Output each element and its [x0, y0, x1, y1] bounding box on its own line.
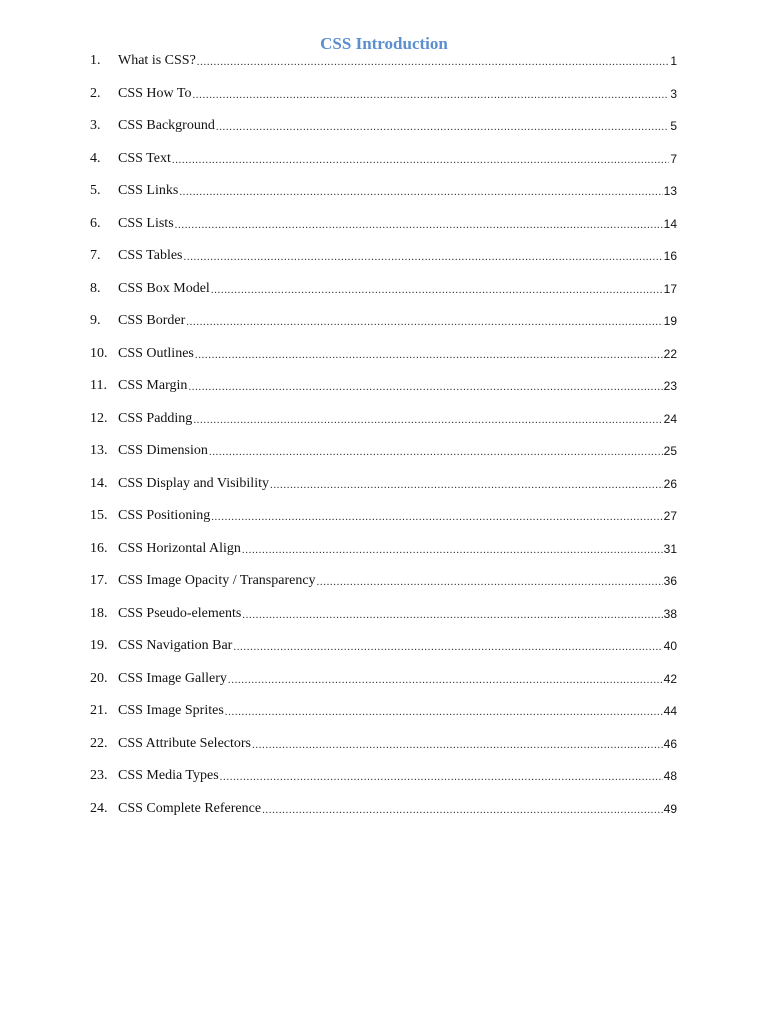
toc-entry-label[interactable]: CSS Image Sprites	[118, 703, 224, 719]
toc-entry[interactable]	[90, 240, 677, 273]
toc-entry-page-number[interactable]: 44	[663, 704, 677, 719]
toc-entry-label[interactable]: CSS Border	[118, 313, 186, 329]
toc-entry-label[interactable]: CSS Navigation Bar	[118, 638, 233, 654]
toc-entry-number: 8.	[90, 280, 101, 296]
toc-dot-leader	[233, 638, 662, 654]
toc-entry-label[interactable]: CSS Complete Reference	[118, 800, 262, 816]
toc-entry-number: 7.	[90, 248, 101, 264]
toc-entry-number: 14.	[90, 475, 108, 491]
toc-entry-label[interactable]: CSS Lists	[118, 215, 174, 231]
toc-entry-label[interactable]: CSS Background	[118, 118, 215, 134]
toc-entry-page-number[interactable]: 1	[670, 54, 677, 69]
toc-entry-page-number[interactable]: 31	[663, 541, 677, 556]
toc-entry-number: 19.	[90, 638, 108, 654]
toc-entry[interactable]	[90, 630, 677, 663]
toc-dot-leader	[242, 541, 663, 557]
toc-entry-label[interactable]: CSS Image Opacity / Transparency	[118, 573, 316, 589]
toc-entry[interactable]	[90, 273, 677, 306]
toc-entry-number: 16.	[90, 540, 108, 556]
toc-entry[interactable]	[90, 500, 677, 533]
toc-entry-number: 21.	[90, 703, 108, 719]
toc-entry[interactable]	[90, 110, 677, 143]
toc-entry-page-number[interactable]: 46	[663, 736, 677, 751]
toc-entry[interactable]	[90, 565, 677, 598]
toc-dot-leader	[242, 606, 662, 622]
toc-dot-leader	[211, 281, 663, 297]
toc-entry-page-number[interactable]: 42	[663, 671, 677, 686]
toc-entry-number: 11.	[90, 378, 107, 394]
toc-entry-page-number[interactable]: 38	[663, 606, 677, 621]
toc-entry[interactable]	[90, 468, 677, 501]
toc-entry-page-number[interactable]: 13	[663, 184, 677, 199]
toc-entry-number: 4.	[90, 150, 101, 166]
toc-dot-leader	[209, 443, 663, 459]
toc-entry-page-number[interactable]: 36	[663, 574, 677, 589]
toc-dot-leader	[184, 248, 663, 264]
toc-dot-leader	[186, 313, 662, 329]
toc-entry-page-number[interactable]: 3	[670, 86, 677, 101]
toc-dot-leader	[193, 411, 662, 427]
toc-entry[interactable]	[90, 403, 677, 436]
toc-entry[interactable]	[90, 435, 677, 468]
toc-entry-number: 24.	[90, 800, 108, 816]
toc-entry-page-number[interactable]: 27	[663, 509, 677, 524]
toc-entry-label[interactable]: CSS Margin	[118, 378, 188, 394]
toc-entry-page-number[interactable]: 7	[670, 151, 677, 166]
toc-entry-label[interactable]: CSS How To	[118, 85, 192, 101]
toc-entry-page-number[interactable]: 26	[663, 476, 677, 491]
toc-dot-leader	[195, 346, 663, 362]
toc-dot-leader	[228, 671, 663, 687]
toc-entry-page-number[interactable]: 16	[663, 249, 677, 264]
toc-entry-label[interactable]: CSS Padding	[118, 410, 193, 426]
toc-entry-page-number[interactable]: 14	[663, 216, 677, 231]
toc-entry[interactable]	[90, 728, 677, 761]
toc-entry-label[interactable]: CSS Text	[118, 150, 171, 166]
toc-entry[interactable]	[90, 760, 677, 793]
toc-entry-number: 15.	[90, 508, 108, 524]
toc-entry[interactable]	[90, 78, 677, 111]
toc-entry[interactable]	[90, 598, 677, 631]
toc-entry-page-number[interactable]: 24	[663, 411, 677, 426]
toc-entry-number: 3.	[90, 118, 101, 134]
toc-entry-label[interactable]: CSS Image Gallery	[118, 670, 227, 686]
toc-entry-page-number[interactable]: 49	[663, 801, 677, 816]
toc-dot-leader	[270, 476, 663, 492]
toc-entry-label[interactable]: CSS Horizontal Align	[118, 540, 241, 556]
toc-entry-page-number[interactable]: 25	[663, 444, 677, 459]
toc-entry-number: 18.	[90, 605, 108, 621]
toc-entry-number: 12.	[90, 410, 108, 426]
toc-dot-leader	[225, 703, 663, 719]
toc-entry-page-number[interactable]: 19	[663, 314, 677, 329]
toc-dot-leader	[197, 53, 670, 69]
toc-entry[interactable]	[90, 663, 677, 696]
toc-entry-page-number[interactable]: 22	[663, 346, 677, 361]
toc-entry[interactable]	[90, 793, 677, 826]
toc-entry-page-number[interactable]: 48	[663, 769, 677, 784]
toc-entry-number: 1.	[90, 53, 101, 69]
toc-entry[interactable]	[90, 695, 677, 728]
toc-entry[interactable]	[90, 370, 677, 403]
toc-entry-page-number[interactable]: 23	[663, 379, 677, 394]
toc-entry-number: 6.	[90, 215, 101, 231]
toc-dot-leader	[192, 86, 669, 102]
toc-dot-leader	[252, 736, 663, 752]
toc-entry-label[interactable]: CSS Media Types	[118, 768, 219, 784]
toc-entry-number: 9.	[90, 313, 101, 329]
table-of-contents	[90, 45, 677, 825]
toc-dot-leader	[220, 768, 663, 784]
toc-entry-label[interactable]: CSS Positioning	[118, 508, 211, 524]
toc-dot-leader	[175, 216, 663, 232]
toc-entry[interactable]	[90, 208, 677, 241]
toc-entry-label[interactable]: What is CSS?	[118, 53, 196, 69]
toc-entry-number: 20.	[90, 670, 108, 686]
toc-entry-label[interactable]: CSS Dimension	[118, 443, 208, 459]
toc-entry-page-number[interactable]: 40	[663, 639, 677, 654]
toc-entry-number: 5.	[90, 183, 101, 199]
toc-entry-number: 17.	[90, 573, 108, 589]
toc-dot-leader	[262, 801, 663, 817]
toc-entry[interactable]	[90, 305, 677, 338]
toc-entry-label[interactable]: CSS Tables	[118, 248, 183, 264]
toc-entry[interactable]	[90, 143, 677, 176]
toc-dot-leader	[216, 118, 669, 134]
toc-entry[interactable]	[90, 45, 677, 78]
toc-entry-label[interactable]: CSS Display and Visibility	[118, 475, 269, 491]
toc-entry[interactable]	[90, 533, 677, 566]
toc-entry-number: 22.	[90, 735, 108, 751]
toc-entry[interactable]	[90, 338, 677, 371]
toc-entry-label[interactable]: CSS Box Model	[118, 280, 210, 296]
toc-entry-number: 2.	[90, 85, 101, 101]
toc-entry-label[interactable]: CSS Outlines	[118, 345, 194, 361]
toc-entry-label[interactable]: CSS Attribute Selectors	[118, 735, 251, 751]
toc-dot-leader	[211, 508, 662, 524]
toc-dot-leader	[179, 183, 662, 199]
toc-entry-page-number[interactable]: 17	[663, 281, 677, 296]
toc-dot-leader	[172, 151, 669, 167]
toc-entry-number: 10.	[90, 345, 108, 361]
toc-entry-page-number[interactable]: 5	[670, 119, 677, 134]
toc-dot-leader	[317, 573, 663, 589]
page-title: CSS Introduction	[320, 34, 448, 54]
toc-entry-number: 23.	[90, 768, 108, 784]
toc-dot-leader	[188, 378, 662, 394]
toc-entry-number: 13.	[90, 443, 108, 459]
toc-entry-label[interactable]: CSS Links	[118, 183, 179, 199]
toc-entry-label[interactable]: CSS Pseudo-elements	[118, 605, 242, 621]
toc-entry[interactable]	[90, 175, 677, 208]
